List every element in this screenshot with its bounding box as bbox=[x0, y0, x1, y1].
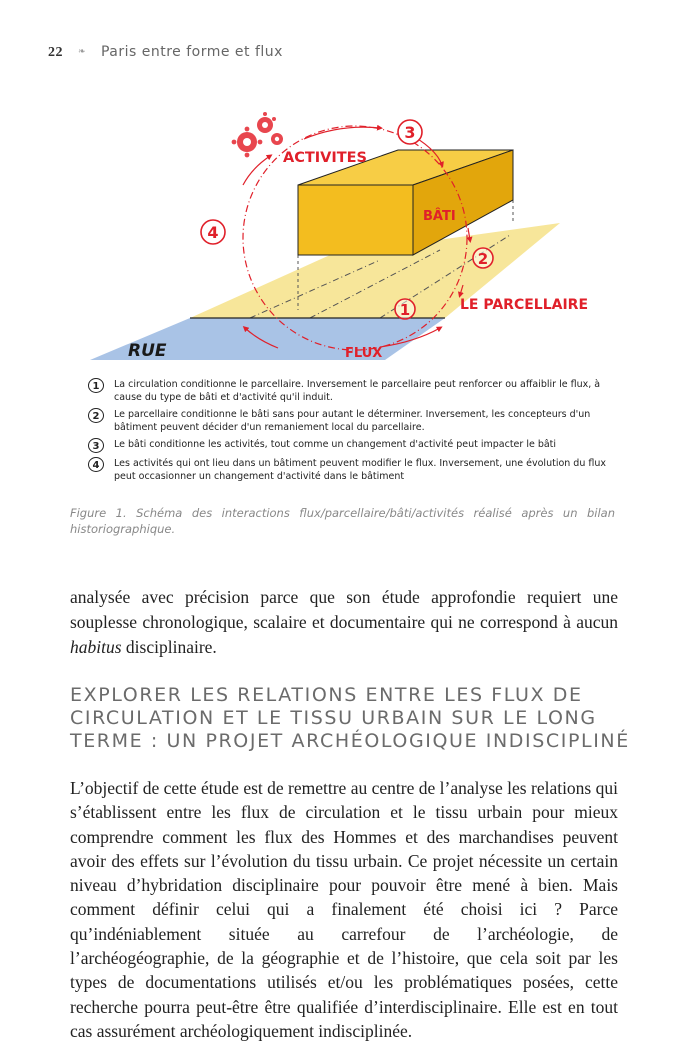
number-4: 4 bbox=[207, 223, 219, 242]
legend-item bbox=[88, 378, 608, 404]
figure-legend bbox=[88, 378, 608, 487]
legend-text: La circulation conditionne le parcellaire. Inversement le parcellaire peut renforcer ou affaiblir le flux, à cause du type de bâti et d'activité qu'il induit. bbox=[114, 379, 601, 403]
figure-caption: Figure 1. Schéma des interactions flux/parcellaire/bâti/activités réalisé après un bilan historiographique. bbox=[70, 506, 615, 536]
legend-item bbox=[88, 408, 608, 434]
legend-item bbox=[88, 457, 608, 483]
number-2: 2 bbox=[477, 250, 489, 268]
legend-number: 3 bbox=[88, 438, 104, 453]
label-parcellaire: LE PARCELLAIRE bbox=[460, 297, 589, 313]
paragraph-text: disciplinaire. bbox=[121, 637, 217, 657]
ornament-icon: ❧ bbox=[77, 47, 86, 57]
legend-text: Les activités qui ont lieu dans un bâtiment peuvent modifier le flux. Inversement, une évolution du flux peut occasionner un changement d'activité dans le bâtiment bbox=[114, 458, 607, 482]
legend-item bbox=[88, 438, 608, 453]
label-bati: BÂTI bbox=[423, 209, 456, 224]
building-front bbox=[298, 185, 413, 255]
legend-number: 2 bbox=[88, 408, 104, 423]
body-paragraph-2: L’objectif de cette étude est de remettre au centre de l’analyse les relations qui s’établissent entre les flux de circulation et le tissu urbain pour mieux comprendre comment les flux des Hommes et des marchandises peuvent avoir des effets sur l’évolution du tissu urbain. Ce projet nécessite un certain niveau d’hybridation disciplinaire pour pouvoir être mené à bien. Mais comment définir celui qui a finalement été choisi ici ? Parce qu’indéniablement située au carrefour de l’archéologie, de l’archéogéographie, de la géographie et de l’histoire, que cela soit par les types de documentations utilisés et/ou les problématiques posées, cette recherche pourra peut-être être qualifiée d’interdisciplinaire. Elle est en tout cas assurément archéologiquement indisciplinée. bbox=[70, 778, 618, 1041]
label-activites: ACTIVITES bbox=[283, 150, 368, 166]
running-head bbox=[48, 44, 283, 61]
legend-number: 4 bbox=[88, 457, 104, 472]
emphasis-habitus: habitus bbox=[70, 637, 122, 657]
running-title: Paris entre forme et flux bbox=[100, 44, 283, 60]
page-number: 22 bbox=[48, 45, 63, 60]
legend-text: Le parcellaire conditionne le bâti sans pour autant le déterminer. Inversement, les concepteurs d'un bâtiment peuvent décider d'un remaniement local du parcellaire. bbox=[114, 409, 591, 433]
section-heading: EXPLORER LES RELATIONS ENTRE LES FLUX DE CIRCULATION ET LE TISSU URBAIN SUR LE LONG TERME : UN PROJET ARCHÉOLOGIQUE INDISCIPLINÉ bbox=[70, 684, 630, 752]
label-rue: RUE bbox=[128, 341, 167, 361]
paragraph-text: analysée avec précision parce que son étude approfondie requiert une souplesse chronologique, scalaire et documentaire qui ne correspond à aucun bbox=[70, 587, 618, 632]
legend-text: Le bâti conditionne les activités, tout comme un changement d'activité peut impacter le bâti bbox=[114, 439, 557, 450]
number-1: 1 bbox=[399, 301, 411, 319]
body-paragraph-1 bbox=[70, 585, 618, 660]
number-3: 3 bbox=[404, 123, 416, 142]
label-flux: FLUX bbox=[345, 346, 383, 361]
legend-number: 1 bbox=[88, 378, 104, 393]
interaction-diagram bbox=[80, 110, 620, 370]
gears-icon bbox=[232, 112, 283, 157]
